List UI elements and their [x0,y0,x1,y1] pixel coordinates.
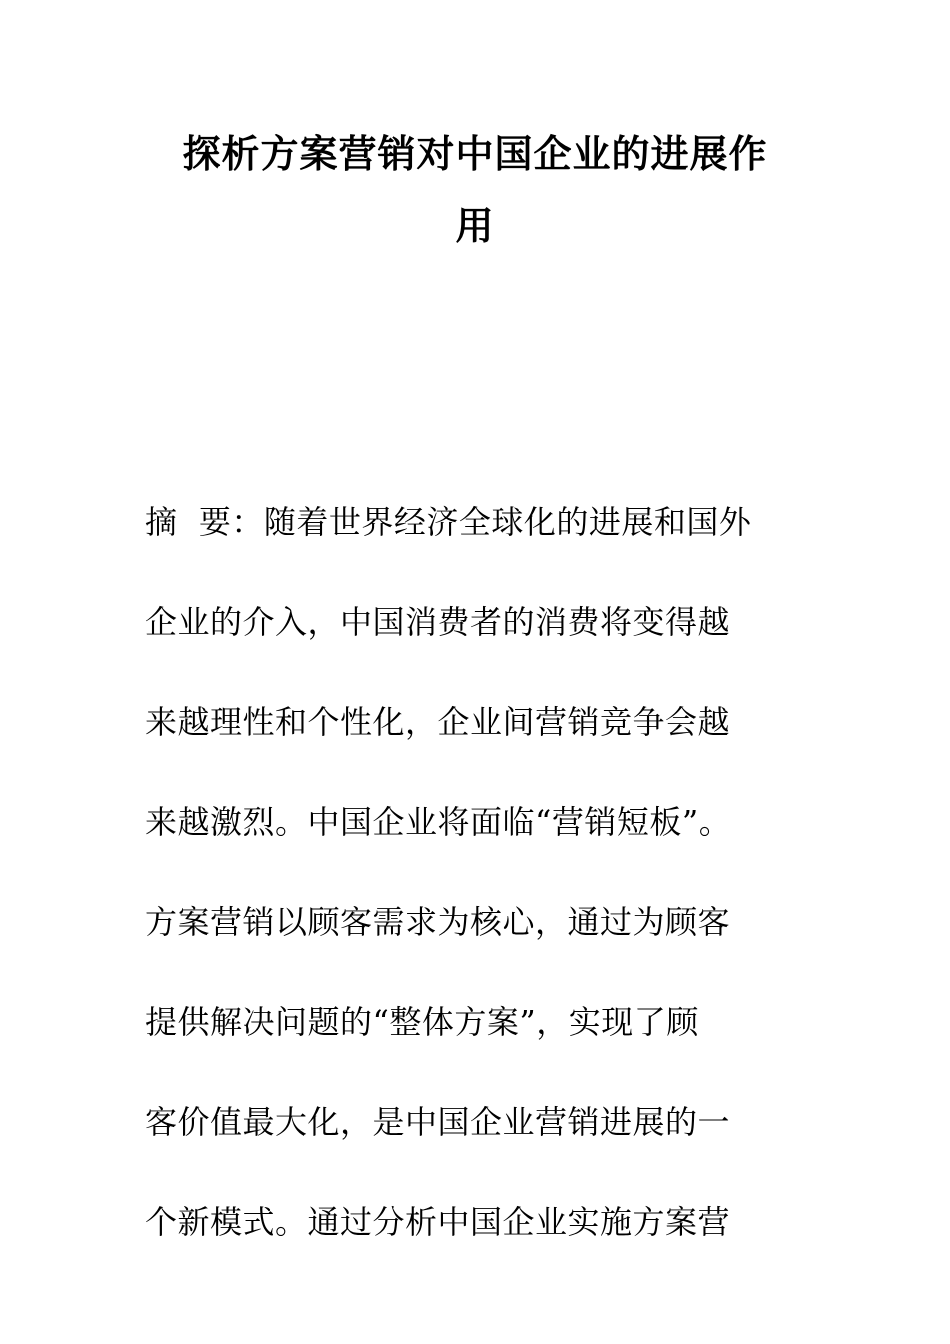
abstract-paragraph [145,472,825,1272]
title-line: 探析方案营销对中国企业的进展作 [182,132,768,176]
abstract-line: 客价值最大化，是中国企业营销进展的一 [145,1103,731,1141]
abstract-line: 提供解决问题的“整体方案”，实现了顾 [145,1003,699,1041]
abstract-line: 企业的介入，中国消费者的消费将变得越 [145,603,731,641]
abstract-line: 来越激烈。中国企业将面临“营销短板”。 [145,803,732,841]
abstract-line: 摘 要：随着世界经济全球化的进展和国外 [145,503,752,541]
abstract-line: 方案营销以顾客需求为核心，通过为顾客 [145,903,731,941]
abstract-line: 来越理性和个性化，企业间营销竞争会越 [145,703,731,741]
abstract-line: 个新模式。通过分析中国企业实施方案营 [145,1203,731,1241]
title-line: 用 [455,204,495,248]
document-title [145,118,805,262]
